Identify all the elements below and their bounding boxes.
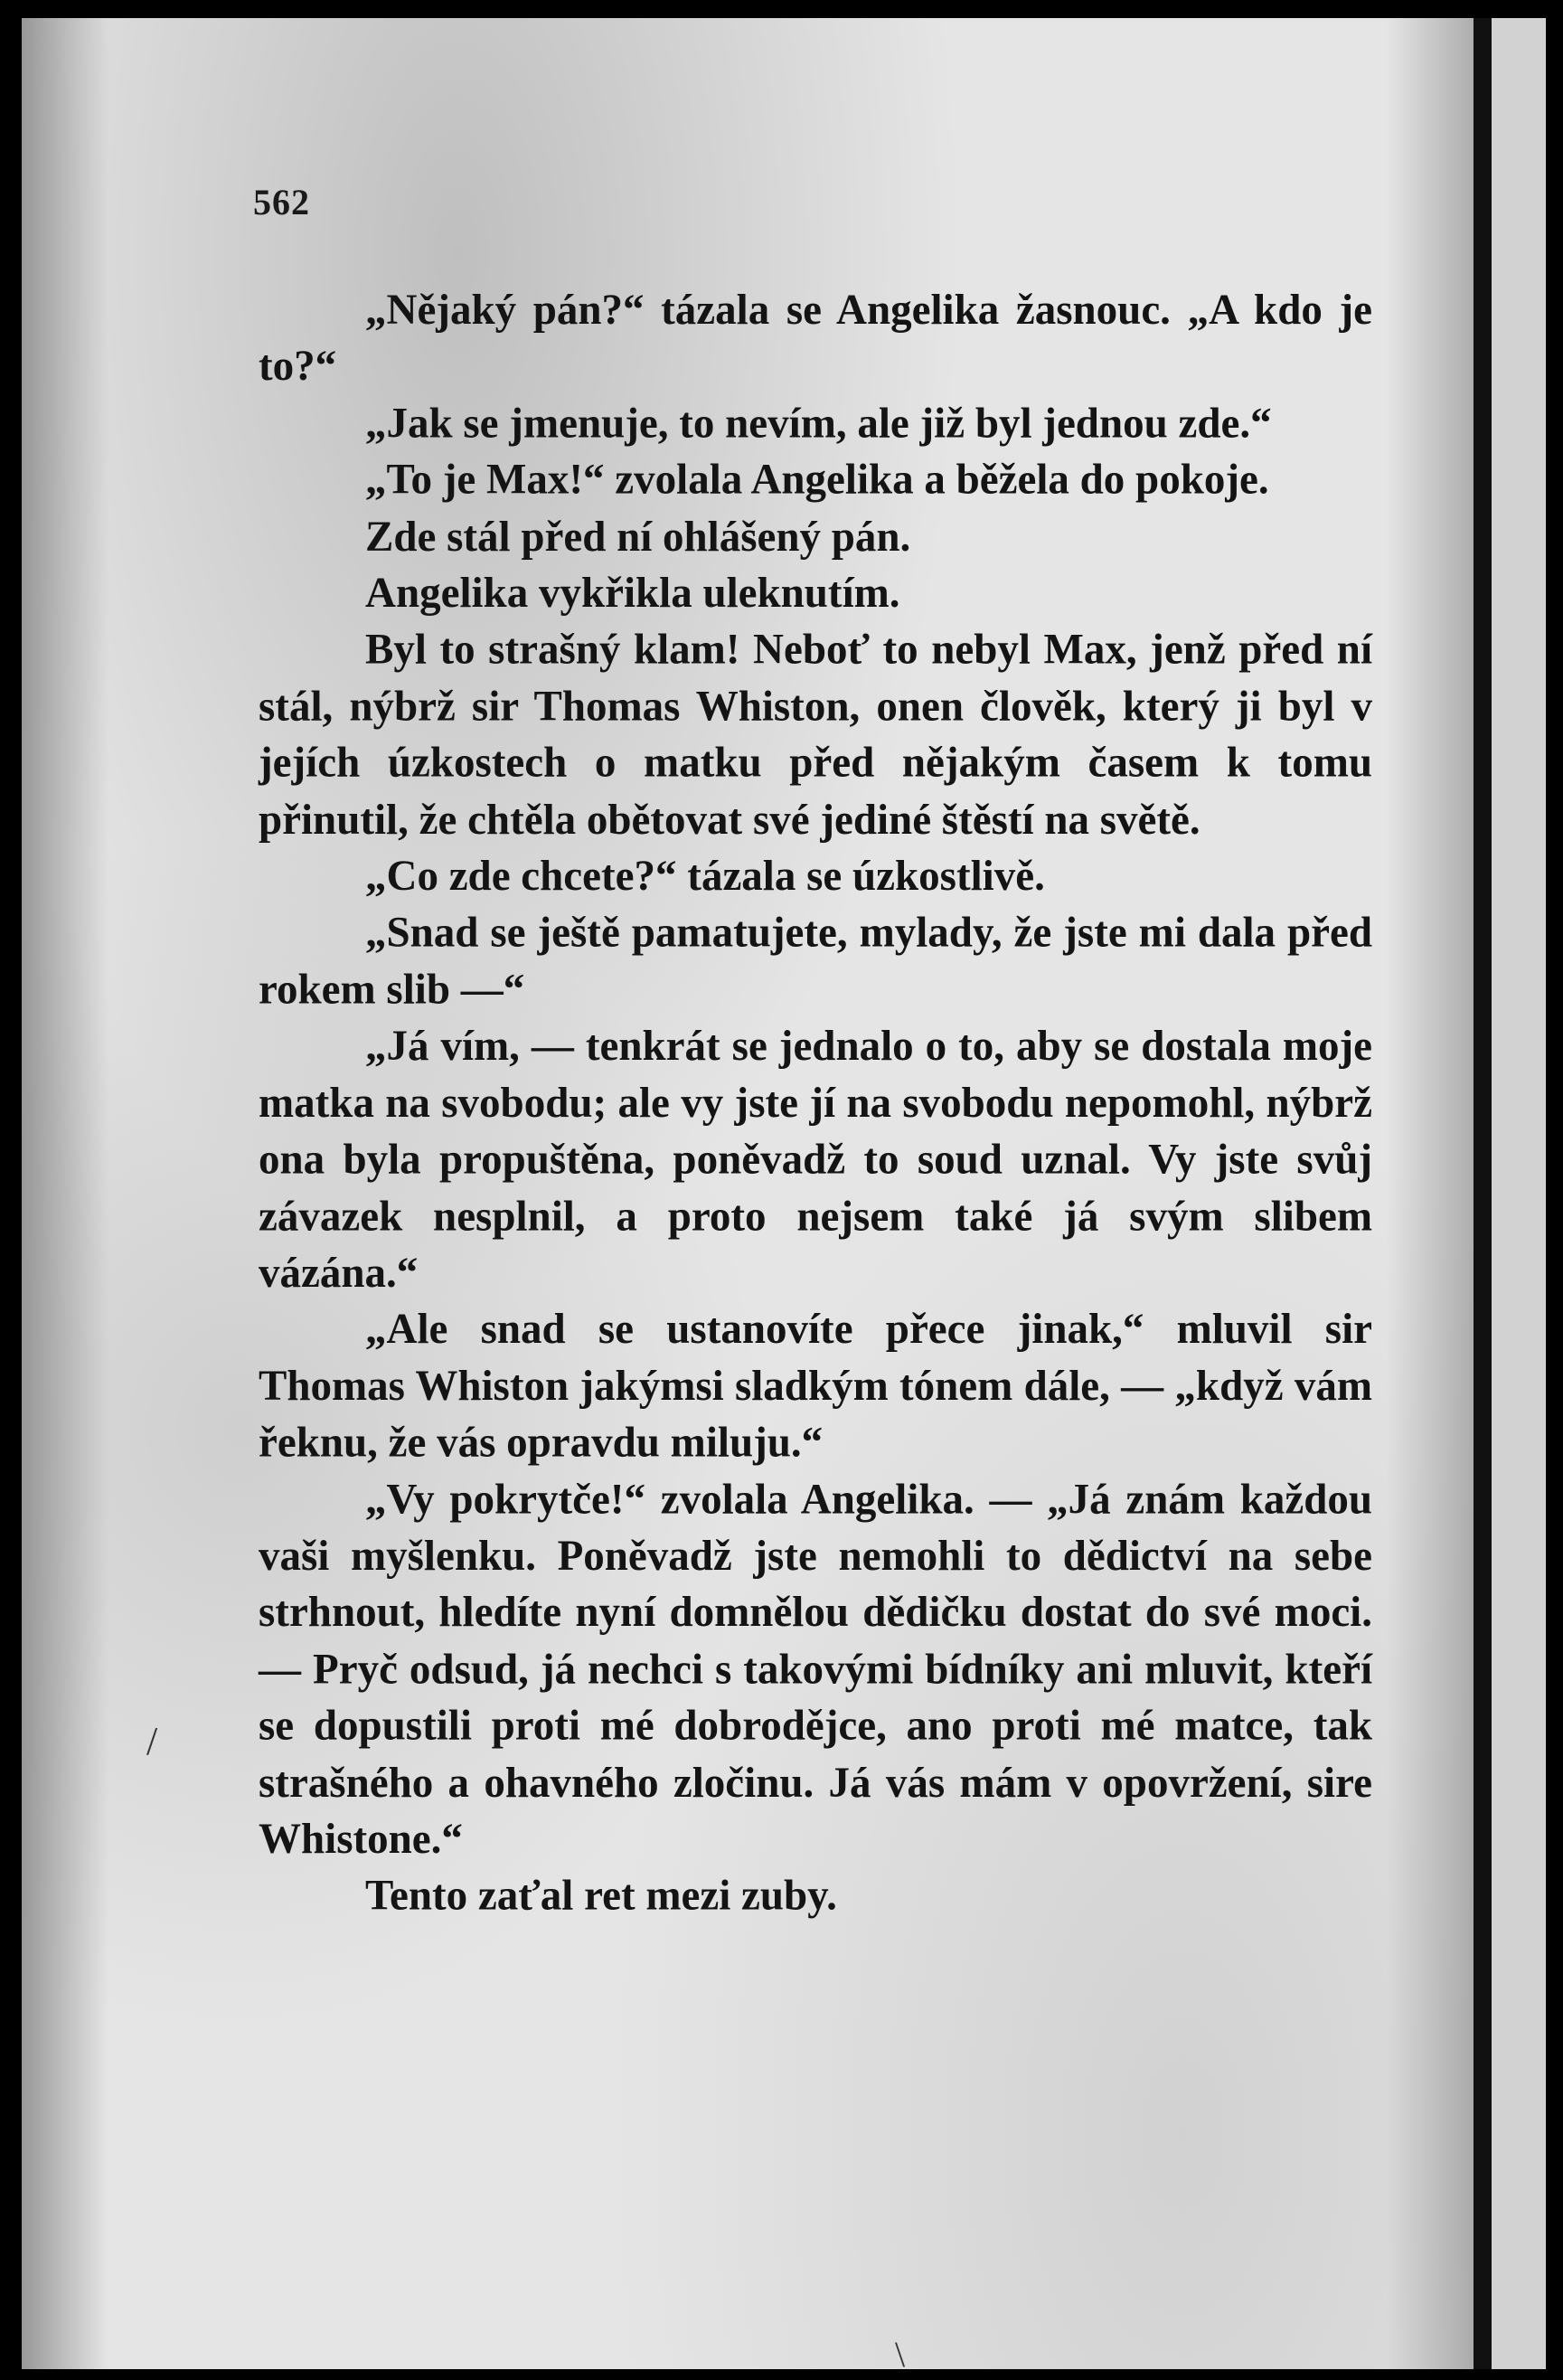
paragraph: „To je Max!“ zvolala Angelika a běžela do pokoje. — [365, 455, 1269, 505]
page-number: 562 — [253, 182, 310, 222]
paragraph: „Jak se jmenuje, to nevím, ale již byl jednou zde.“ — [365, 399, 1272, 448]
paragraph: „Vy pokrytče!“ zvolala Angelika. — „Já znám každou vaši myšlenku. Poněvadž jste nemohli to dědictví na sebe strhnout, hledíte nyní domnělou dědičku dostat do své moci. — Pryč odsud, já nechci s takovými bídníky ani mluvit, kteří se dopustili proti mé dobrodějce, ano proti mé matce, tak strašného a ohavného zločinu. Já vás mám v opovržení, sire Whistone.“ — [259, 1475, 1372, 1864]
paragraph: Tento zaťal ret mezi zuby. — [365, 1871, 837, 1920]
book-spine — [1474, 18, 1492, 2369]
paragraph: „Já vím, — tenkrát se jednalo o to, aby se dostala moje matka na svobodu; ale vy jste jí na svobodu nepomohl, nýbrž ona byla propuštěna, poněvadž to soud uznal. Vy jste svůj závazek nesplnil, a proto nejsem také já svým slibem vázána.“ — [259, 1022, 1372, 1297]
paragraph: Zde stál před ní ohlášený pán. — [365, 512, 911, 561]
paragraph: „Co zde chcete?“ tázala se úzkostlivě. — [365, 852, 1045, 901]
paragraph: „Snad se ještě pamatujete, mylady, že jste mi dala před rokem slib —“ — [259, 909, 1372, 1014]
body-text — [259, 282, 1372, 1924]
margin-slash-mark: / — [146, 1719, 158, 1763]
facing-page-edge — [1492, 18, 1546, 2369]
bottom-pencil-mark: \ — [895, 2334, 906, 2375]
paragraph: Angelika vykřikla uleknutím. — [365, 569, 900, 618]
paragraph: „Nějaký pán?“ tázala se Angelika žasnouc. „A kdo je to?“ — [259, 286, 1372, 391]
paragraph: Byl to strašný klam! Neboť to nebyl Max, jenž před ní stál, nýbrž sir Thomas Whiston, onen člověk, který ji byl v jejích úzkostech o matku před nějakým časem k tomu přinutil, že chtěla obětovat své jediné štěstí na světě. — [259, 625, 1372, 844]
paragraph: „Ale snad se ustanovíte přece jinak,“ mluvil sir Thomas Whiston jakýmsi sladkým tónem dále, — „když vám řeknu, že vás opravdu miluju.“ — [259, 1305, 1372, 1467]
